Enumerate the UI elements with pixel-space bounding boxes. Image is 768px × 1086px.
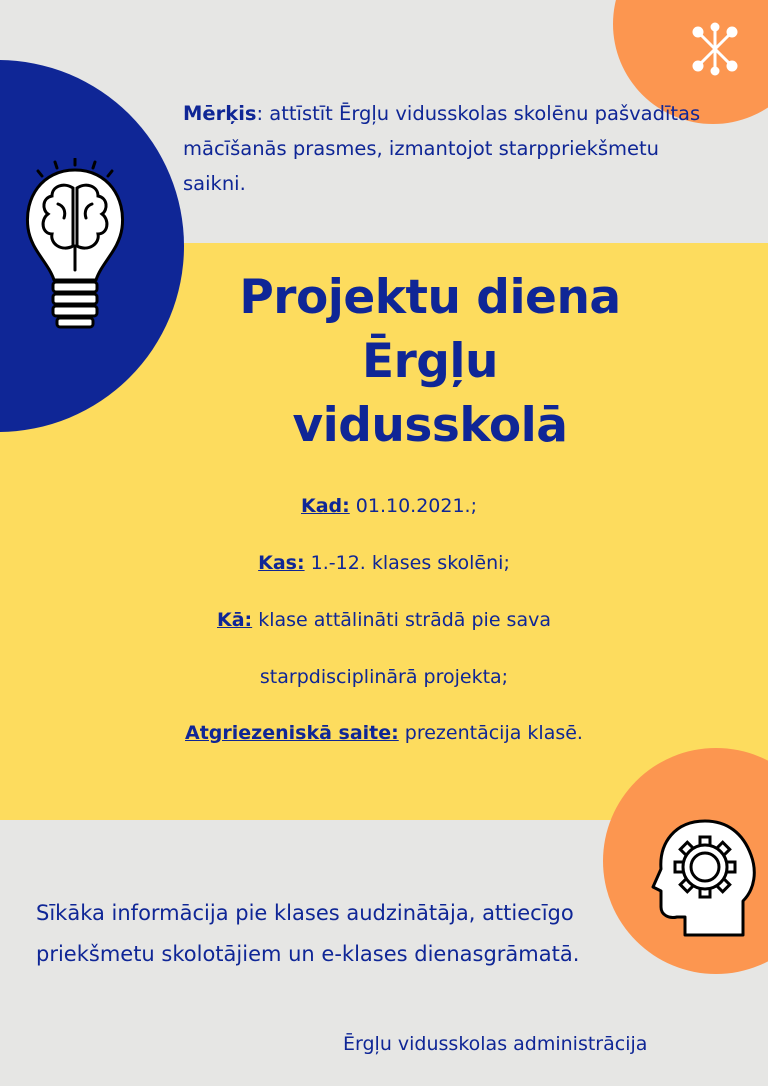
goal-label: Mērķis (183, 102, 257, 125)
detail-value: 1.-12. klases skolēni; (304, 552, 510, 574)
detail-how-continued (0, 666, 768, 688)
network-icon (688, 22, 742, 76)
title-line-1: Projektu diena (239, 270, 621, 325)
detail-who (0, 552, 768, 574)
page-title (170, 266, 690, 458)
detail-when (0, 495, 768, 517)
head-gear-icon (647, 815, 757, 939)
detail-feedback (0, 722, 768, 744)
goal-text (183, 96, 723, 201)
title-line-2: Ērgļu (362, 334, 498, 389)
more-info-text: Sīkāka informācija pie klases audzinātāja, attiecīgo priekšmetu skolotājiem un e-klases dienasgrāmatā. (36, 901, 580, 966)
detail-value: 01.10.2021.; (349, 495, 478, 517)
detail-label: Kā: (217, 609, 253, 631)
title-line-3: vidusskolā (292, 398, 568, 453)
lightbulb-brain-icon (20, 158, 130, 333)
detail-value: klase attālināti strādā pie sava (252, 609, 551, 631)
goal-body: : attīstīt Ērgļu vidusskolas skolēnu pašvadītas mācīšanās prasmes, izmantojot starppriekšmetu saikni. (183, 102, 701, 195)
detail-value: starpdisciplinārā projekta; (259, 666, 509, 688)
detail-label: Atgriezeniskā saite: (185, 722, 399, 744)
detail-value: prezentācija klasē. (398, 722, 583, 744)
detail-label: Kad: (300, 495, 350, 517)
detail-label: Kas: (258, 552, 305, 574)
detail-how (0, 609, 768, 631)
signature: Ērgļu vidusskolas administrācija (343, 1033, 648, 1055)
